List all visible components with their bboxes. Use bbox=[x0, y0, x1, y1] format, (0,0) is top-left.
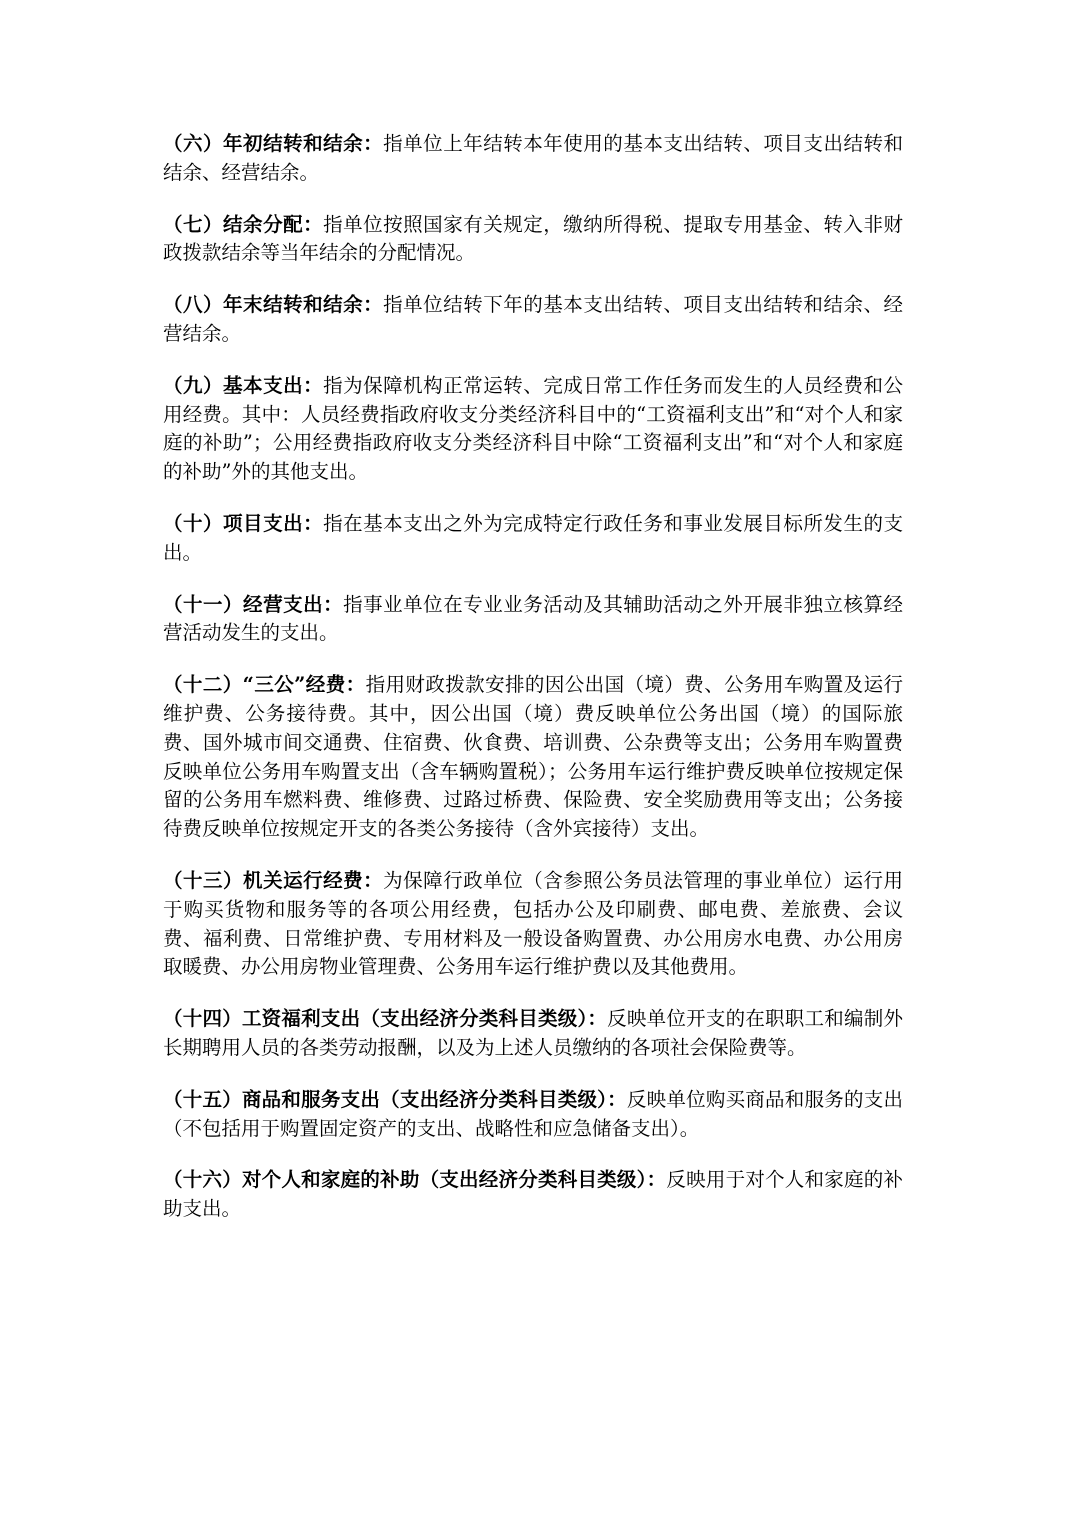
definition-term: （七）结余分配： bbox=[163, 212, 324, 236]
definition-term: （十六）对个人和家庭的补助（支出经济分类科目类级）： bbox=[163, 1168, 667, 1192]
definition-term: （九）基本支出： bbox=[163, 373, 324, 397]
definition-text: 指在基本支出之外为完成特定行政任务和事业发展目标所发生的支出。 bbox=[163, 511, 903, 564]
definition-paragraph-7 bbox=[163, 211, 903, 269]
definition-paragraph-9 bbox=[163, 372, 903, 487]
definition-term: （十）项目支出： bbox=[163, 511, 324, 535]
definition-term: （十五）商品和服务支出（支出经济分类科目类级）： bbox=[163, 1087, 627, 1111]
definition-paragraph-13 bbox=[163, 867, 903, 982]
definition-text: 指用财政拨款安排的因公出国（境）费、公务用车购置及运行维护费、公务接待费。其中，因公出国（境）费反映单位公务出国（境）的国际旅费、国外城市间交通费、住宿费、伙食费、培训费、公杂费等支出；公务用车购置费反映单位公务用车购置支出（含车辆购置税）；公务用车运行维护费反映单位按规定保留的公务用车燃料费、维修费、过路过桥费、保险费、安全奖励费用等支出；公务接待费反映单位按规定开支的各类公务接待（含外宾接待）支出。 bbox=[163, 673, 903, 841]
definition-term: （六）年初结转和结余： bbox=[163, 132, 384, 155]
definition-text: 指单位结转下年的基本支出结转、项目支出结转和结余、经营结余。 bbox=[163, 293, 903, 345]
definition-term: （八）年末结转和结余： bbox=[163, 293, 384, 317]
definition-paragraph-6 bbox=[163, 130, 903, 188]
definition-text: 指为保障机构正常运转、完成日常工作任务而发生的人员经费和公用经费。其中：人员经费指政府收支分类经济科目中的“工资福利支出”和“对个人和家庭的补助”；公用经费指政府收支分类经济科目中除“工资福利支出”和“对个人和家庭的补助”外的其他支出。 bbox=[163, 373, 903, 484]
definition-text: 反映用于对个人和家庭的补助支出。 bbox=[163, 1168, 903, 1221]
definition-paragraph-16 bbox=[163, 1166, 903, 1224]
definition-text: 指事业单位在专业业务活动及其辅助活动之外开展非独立核算经营活动发生的支出。 bbox=[163, 592, 903, 645]
definition-paragraph-8 bbox=[163, 291, 903, 349]
definition-paragraph-11 bbox=[163, 591, 903, 649]
definition-term: （十一）经营支出： bbox=[163, 592, 344, 616]
definition-paragraph-12 bbox=[163, 671, 903, 844]
document-page bbox=[163, 130, 903, 1247]
definition-term: （十四）工资福利支出（支出经济分类科目类级）： bbox=[163, 1007, 608, 1031]
definition-term: （十二）“三公”经费： bbox=[163, 673, 366, 697]
definition-text: 反映单位购买商品和服务的支出（不包括用于购置固定资产的支出、战略性和应急储备支出）。 bbox=[163, 1087, 903, 1140]
definition-paragraph-15 bbox=[163, 1086, 903, 1144]
definition-text: 为保障行政单位（含参照公务员法管理的事业单位）运行用于购买货物和服务等的各项公用经费，包括办公及印刷费、邮电费、差旅费、会议费、福利费、日常维护费、专用材料及一般设备购置费、办公用房水电费、办公用房取暖费、办公用房物业管理费、公务用车运行维护费以及其他费用。 bbox=[163, 868, 903, 979]
definition-term: （十三）机关运行经费： bbox=[163, 868, 384, 892]
definition-text: 指单位按照国家有关规定，缴纳所得税、提取专用基金、转入非财政拨款结余等当年结余的分配情况。 bbox=[163, 212, 903, 265]
definition-text: 反映单位开支的在职职工和编制外长期聘用人员的各类劳动报酬，以及为上述人员缴纳的各项社会保险费等。 bbox=[163, 1007, 903, 1059]
definition-paragraph-10 bbox=[163, 510, 903, 568]
definition-paragraph-14 bbox=[163, 1005, 903, 1063]
definition-text: 指单位上年结转本年使用的基本支出结转、项目支出结转和结余、经营结余。 bbox=[163, 132, 903, 184]
